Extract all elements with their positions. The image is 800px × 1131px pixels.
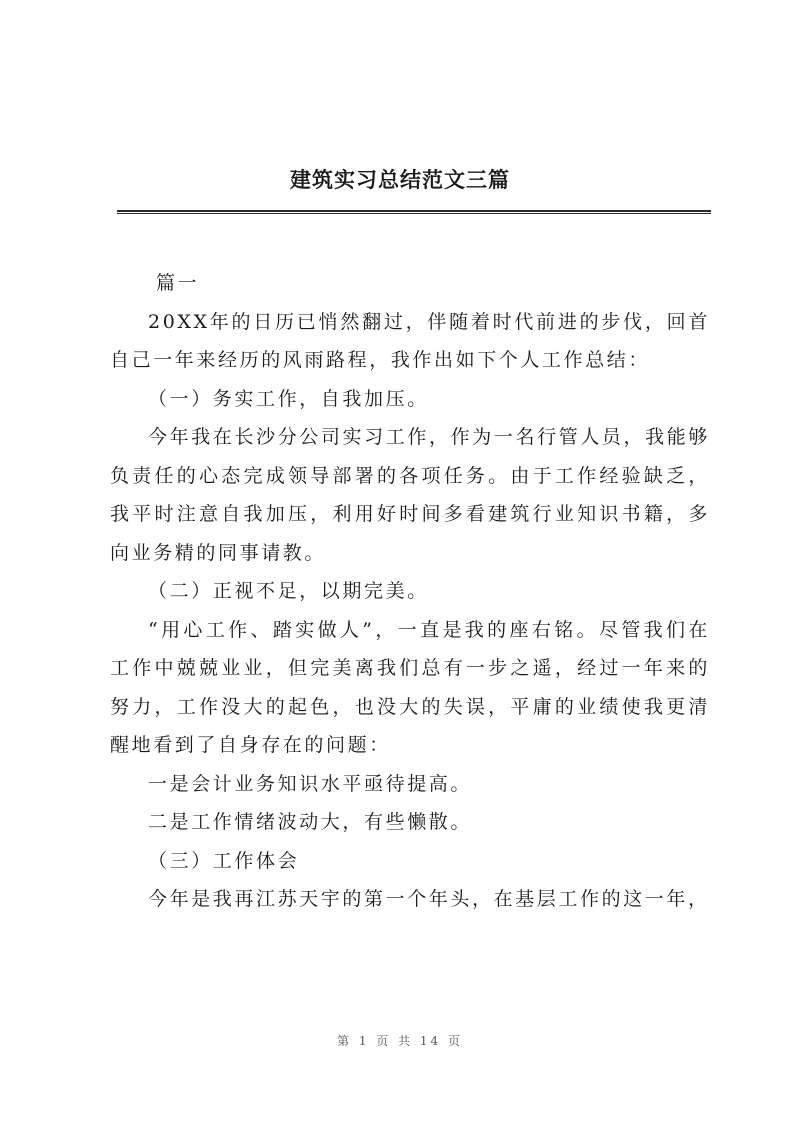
document-body (110, 264, 710, 919)
section-heading: 篇一 (156, 272, 200, 294)
document-title: 建筑实习总结范文三篇 (290, 167, 510, 192)
list-item-2: 二是工作情绪波动大，有些懒散。 (148, 811, 473, 833)
list-item-1: 一是会计业务知识水平亟待提高。 (148, 772, 473, 795)
title-divider (117, 210, 711, 214)
paragraph-3: 今年是我再江苏天宇的第一个年头，在基层工作的这一年， (148, 888, 710, 910)
paragraph-intro: 20XX年的日历已悄然翻过，伴随着时代前进的步伐，回首自己一年来经历的风雨路程，我作出如下个人工作总结： (110, 310, 710, 371)
subheading-3: （三）工作体会 (148, 849, 300, 872)
paragraph-2: “用心工作、踏实做人”，一直是我的座右铭。尽管我们在工作中兢兢业业，但完美离我们总有一步之遥，经过一年来的努力，工作没大的起色，也没大的失误，平庸的业绩使我更清醒地看到了自身存在的问题： (110, 618, 710, 756)
paragraph-1: 今年我在长沙分公司实习工作，作为一名行管人员，我能够负责任的心态完成领导部署的各项任务。由于工作经验缺乏，我平时注意自我加压，利用好时间多看建筑行业知识书籍，多向业务精的同事请教。 (110, 426, 710, 564)
subheading-1: （一）务实工作，自我加压。 (148, 387, 429, 410)
page-number-footer: 第 1 页 共 14 页 (337, 1034, 463, 1048)
subheading-2: （二）正视不足，以期完美。 (148, 580, 429, 602)
